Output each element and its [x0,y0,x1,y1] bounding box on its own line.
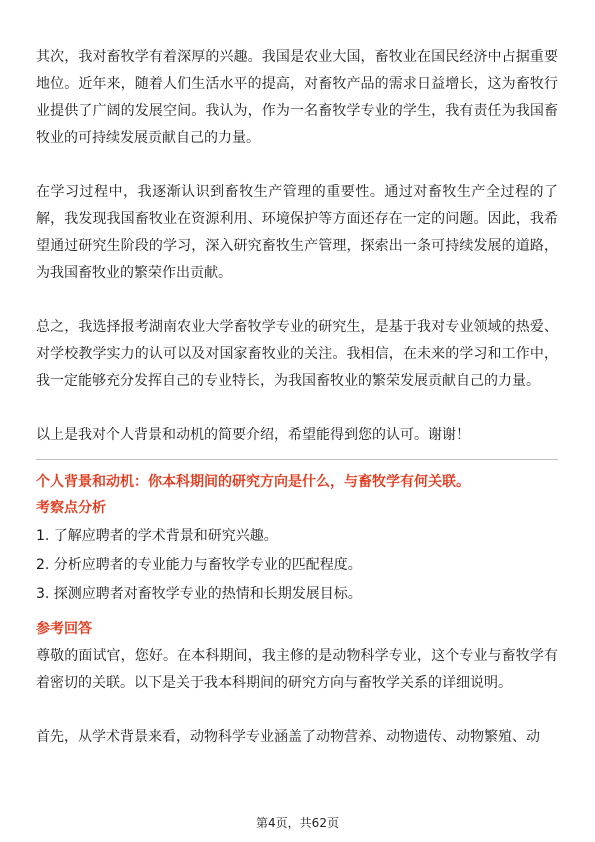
analysis-list [36,522,558,609]
document-body [36,44,558,751]
paragraph-closing: 以上是我对个人背景和动机的简要介绍，希望能得到您的认可。谢谢！ [36,427,470,443]
answer-paragraph: 首先，从学术背景来看，动物科学专业涵盖了动物营养、动物遗传、动物繁殖、动 [36,729,540,745]
paragraph-interest: 其次，我对畜牧学有着深厚的兴趣。我国是农业大国，畜牧业在国民经济中占据重要地位。近年来，随着人们生活水平的提高，对畜牧产品的需求日益增长，这为畜牧行业提供了广阔的发展空间。我认为，作为一名畜牧学专业的学生，我有责任为我国畜牧业的可持续发展贡献自己的力量。 [36,49,558,146]
answer-paragraph: 尊敬的面试官，您好。在本科期间，我主修的是动物科学专业，这个专业与畜牧学有着密切的关联。以下是关于我本科期间的研究方向与畜牧学关系的详细说明。 [36,648,558,691]
paragraph-conclusion: 总之，我选择报考湖南农业大学畜牧学专业的研究生，是基于我对专业领域的热爱、对学校教学实力的认可以及对国家畜牧业的关注。我相信，在未来的学习和工作中，我一定能够充分发挥自己的专业特长，为我国畜牧业的繁荣发展贡献自己的力量。 [36,319,558,389]
list-item: 1. 了解应聘者的学术背景和研究兴趣。 [36,528,278,544]
section-divider [36,459,558,460]
list-item: 2. 分析应聘者的专业能力与畜牧学专业的匹配程度。 [36,557,362,573]
paragraph-learning: 在学习过程中，我逐渐认识到畜牧生产管理的重要性。通过对畜牧生产全过程的了解，我发现我国畜牧业在资源利用、环境保护等方面还存在一定的问题。因此，我希望通过研究生阶段的学习，深入研究畜牧生产管理，探索出一条可持续发展的道路，为我国畜牧业的繁荣作出贡献。 [36,184,558,281]
analysis-heading: 考察点分析 [36,500,106,516]
answer-heading: 参考回答 [36,621,92,637]
list-item: 3. 探测应聘者对畜牧学专业的热情和长期发展目标。 [36,586,362,602]
page-number: 第4页，共62页 [256,816,339,830]
question-title: 个人背景和动机：你本科期间的研究方向是什么，与畜牧学有何关联。 [36,474,470,490]
